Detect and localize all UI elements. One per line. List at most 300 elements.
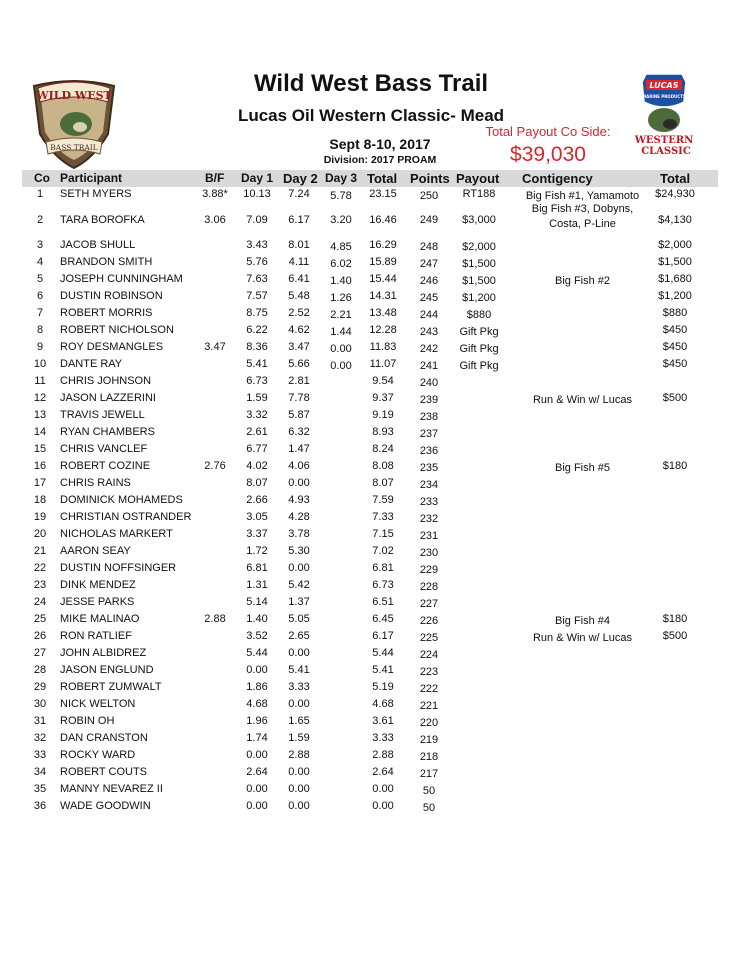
payout-cell: RT188 bbox=[462, 188, 496, 200]
payout-cell: $1,500 bbox=[462, 258, 496, 270]
day1-cell: 1.40 bbox=[246, 613, 268, 625]
table-row bbox=[0, 613, 742, 630]
day2-cell: 0.00 bbox=[288, 477, 310, 489]
day2-cell: 6.32 bbox=[288, 426, 310, 438]
points-cell: 221 bbox=[419, 700, 439, 712]
day3-cell: 6.02 bbox=[330, 258, 352, 270]
participant-name-cell: WADE GOODWIN bbox=[60, 800, 151, 812]
total-weight-cell: 2.88 bbox=[372, 749, 394, 761]
participant-name-cell: DINK MENDEZ bbox=[60, 579, 136, 591]
grand-total-cell: $880 bbox=[662, 307, 688, 319]
day1-cell: 1.72 bbox=[246, 545, 268, 557]
rank-cell: 13 bbox=[33, 409, 47, 421]
table-row bbox=[0, 579, 742, 596]
table-row bbox=[0, 698, 742, 715]
total-weight-cell: 13.48 bbox=[369, 307, 397, 319]
day1-cell: 5.41 bbox=[246, 358, 268, 370]
participant-name-cell: JACOB SHULL bbox=[60, 239, 136, 251]
total-weight-cell: 5.44 bbox=[372, 647, 394, 659]
day3-cell: 1.26 bbox=[330, 292, 352, 304]
day1-cell: 5.76 bbox=[246, 256, 268, 268]
rank-cell: 7 bbox=[36, 307, 44, 319]
column-header-day2: Day 2 bbox=[283, 171, 318, 186]
day1-cell: 0.00 bbox=[246, 783, 268, 795]
points-cell: 222 bbox=[419, 683, 439, 695]
total-weight-cell: 2.64 bbox=[372, 766, 394, 778]
table-row bbox=[0, 647, 742, 664]
points-cell: 229 bbox=[419, 564, 439, 576]
total-weight-cell: 8.08 bbox=[372, 460, 394, 472]
rank-cell: 5 bbox=[36, 273, 44, 285]
day1-cell: 2.64 bbox=[246, 766, 268, 778]
rank-cell: 16 bbox=[33, 460, 47, 472]
column-header-participant: Participant bbox=[60, 171, 123, 185]
participant-name-cell: JASON ENGLUND bbox=[60, 664, 154, 676]
participant-name-cell: CHRIS RAINS bbox=[60, 477, 131, 489]
participant-name-cell: ROBERT ZUMWALT bbox=[60, 681, 162, 693]
contingency-cell: Run & Win w/ Lucas bbox=[532, 394, 633, 406]
points-cell: 247 bbox=[419, 258, 439, 270]
table-row bbox=[0, 375, 742, 392]
total-weight-cell: 7.59 bbox=[372, 494, 394, 506]
participant-name-cell: ROBERT MORRIS bbox=[60, 307, 153, 319]
points-cell: 243 bbox=[419, 326, 439, 338]
column-header-day3: Day 3 bbox=[325, 171, 358, 185]
column-header-points: Points bbox=[410, 171, 450, 186]
table-row bbox=[0, 239, 742, 256]
day1-cell: 3.43 bbox=[246, 239, 268, 251]
day2-cell: 5.42 bbox=[288, 579, 310, 591]
participant-name-cell: CHRISTIAN OSTRANDER bbox=[60, 511, 192, 523]
table-row bbox=[0, 766, 742, 783]
event-date: Sept 8-10, 2017 bbox=[329, 136, 431, 152]
rank-cell: 26 bbox=[33, 630, 47, 642]
rank-cell: 32 bbox=[33, 732, 47, 744]
grand-total-cell: $500 bbox=[662, 630, 688, 642]
rank-cell: 29 bbox=[33, 681, 47, 693]
division-label: Division: 2017 PROAM bbox=[323, 154, 437, 166]
rank-cell: 28 bbox=[33, 664, 47, 676]
points-cell: 218 bbox=[419, 751, 439, 763]
payout-cell: Gift Pkg bbox=[459, 343, 499, 355]
participant-name-cell: TRAVIS JEWELL bbox=[60, 409, 145, 421]
rank-cell: 23 bbox=[33, 579, 47, 591]
participant-name-cell: MIKE MALINAO bbox=[60, 613, 140, 625]
grand-total-cell: $24,930 bbox=[655, 188, 695, 200]
page-title: Wild West Bass Trail bbox=[253, 70, 489, 97]
day1-cell: 1.86 bbox=[246, 681, 268, 693]
day2-cell: 0.00 bbox=[288, 766, 310, 778]
rank-cell: 19 bbox=[33, 511, 47, 523]
rank-cell: 6 bbox=[36, 290, 44, 302]
day2-cell: 0.00 bbox=[288, 800, 310, 812]
total-weight-cell: 15.44 bbox=[369, 273, 397, 285]
table-row bbox=[0, 392, 742, 409]
payout-cell: $3,000 bbox=[462, 214, 496, 226]
participant-name-cell: DANTE RAY bbox=[60, 358, 123, 370]
day1-cell: 5.44 bbox=[246, 647, 268, 659]
rank-cell: 15 bbox=[33, 443, 47, 455]
participant-name-cell: ROBERT COUTS bbox=[60, 766, 147, 778]
points-cell: 232 bbox=[419, 513, 439, 525]
payout-cell: $880 bbox=[466, 309, 492, 321]
points-cell: 217 bbox=[419, 768, 439, 780]
participant-name-cell: JOSEPH CUNNINGHAM bbox=[60, 273, 183, 285]
day3-cell: 5.78 bbox=[330, 190, 352, 202]
points-cell: 223 bbox=[419, 666, 439, 678]
points-cell: 225 bbox=[419, 632, 439, 644]
day1-cell: 8.75 bbox=[246, 307, 268, 319]
svg-text:LUCAS: LUCAS bbox=[649, 81, 679, 90]
participant-name-cell: JOHN ALBIDREZ bbox=[60, 647, 147, 659]
total-payout-label: Total Payout Co Side: bbox=[485, 124, 611, 139]
rank-cell: 8 bbox=[36, 324, 44, 336]
total-weight-cell: 14.31 bbox=[369, 290, 397, 302]
points-cell: 239 bbox=[419, 394, 439, 406]
rank-cell: 17 bbox=[33, 477, 47, 489]
day1-cell: 4.02 bbox=[246, 460, 268, 472]
total-weight-cell: 23.15 bbox=[369, 188, 397, 200]
table-row bbox=[0, 596, 742, 613]
rank-cell: 34 bbox=[33, 766, 47, 778]
day2-cell: 4.11 bbox=[288, 256, 310, 268]
rank-cell: 1 bbox=[36, 188, 44, 200]
participant-name-cell: DUSTIN ROBINSON bbox=[60, 290, 163, 302]
day1-cell: 3.52 bbox=[246, 630, 268, 642]
day2-cell: 3.47 bbox=[288, 341, 310, 353]
points-cell: 230 bbox=[419, 547, 439, 559]
table-row bbox=[0, 511, 742, 528]
points-cell: 233 bbox=[419, 496, 439, 508]
total-weight-cell: 6.17 bbox=[372, 630, 394, 642]
rank-cell: 35 bbox=[33, 783, 47, 795]
day2-cell: 4.06 bbox=[288, 460, 310, 472]
column-header-bf: B/F bbox=[205, 171, 225, 185]
participant-name-cell: ROY DESMANGLES bbox=[60, 341, 164, 353]
total-weight-cell: 7.33 bbox=[372, 511, 394, 523]
points-cell: 224 bbox=[419, 649, 439, 661]
day1-cell: 6.73 bbox=[246, 375, 268, 387]
rank-cell: 30 bbox=[33, 698, 47, 710]
svg-text:CLASSIC: CLASSIC bbox=[641, 146, 691, 157]
points-cell: 238 bbox=[419, 411, 439, 423]
table-row bbox=[0, 545, 742, 562]
table-row bbox=[0, 324, 742, 341]
day2-cell: 0.00 bbox=[288, 562, 310, 574]
rank-cell: 31 bbox=[33, 715, 47, 727]
day1-cell: 2.61 bbox=[246, 426, 268, 438]
payout-cell: Gift Pkg bbox=[459, 360, 499, 372]
points-cell: 50 bbox=[422, 785, 436, 797]
participant-name-cell: CHRIS VANCLEF bbox=[60, 443, 148, 455]
day2-cell: 5.66 bbox=[288, 358, 310, 370]
day2-cell: 0.00 bbox=[288, 647, 310, 659]
day2-cell: 1.47 bbox=[288, 443, 310, 455]
day3-cell: 0.00 bbox=[330, 343, 352, 355]
svg-text:WESTERN: WESTERN bbox=[634, 135, 694, 146]
table-header bbox=[22, 170, 718, 187]
contingency-cell: Run & Win w/ Lucas bbox=[532, 632, 633, 644]
participant-name-cell: DOMINICK MOHAMEDS bbox=[60, 494, 183, 506]
grand-total-cell: $450 bbox=[662, 358, 688, 370]
rank-cell: 25 bbox=[33, 613, 47, 625]
points-cell: 245 bbox=[419, 292, 439, 304]
contingency-cell: Big Fish #3, Dobyns, bbox=[531, 203, 634, 215]
points-cell: 219 bbox=[419, 734, 439, 746]
rank-cell: 24 bbox=[33, 596, 47, 608]
total-weight-cell: 12.28 bbox=[369, 324, 397, 336]
rank-cell: 20 bbox=[33, 528, 47, 540]
day2-cell: 2.81 bbox=[288, 375, 310, 387]
day2-cell: 2.65 bbox=[288, 630, 310, 642]
big-fish-cell: 3.47 bbox=[204, 341, 226, 353]
total-weight-cell: 3.33 bbox=[372, 732, 394, 744]
total-weight-cell: 8.07 bbox=[372, 477, 394, 489]
payout-cell: $1,200 bbox=[462, 292, 496, 304]
table-row bbox=[0, 426, 742, 443]
rank-cell: 9 bbox=[36, 341, 44, 353]
day2-cell: 4.93 bbox=[288, 494, 310, 506]
table-row bbox=[0, 783, 742, 800]
points-cell: 248 bbox=[419, 241, 439, 253]
total-weight-cell: 6.81 bbox=[372, 562, 394, 574]
participant-name-cell: DUSTIN NOFFSINGER bbox=[60, 562, 177, 574]
svg-text:MARINE PRODUCTS: MARINE PRODUCTS bbox=[642, 94, 686, 99]
rank-cell: 10 bbox=[33, 358, 47, 370]
points-cell: 250 bbox=[419, 190, 439, 202]
day3-cell: 3.20 bbox=[330, 214, 352, 226]
total-weight-cell: 6.51 bbox=[372, 596, 394, 608]
day1-cell: 7.09 bbox=[246, 214, 268, 226]
day1-cell: 0.00 bbox=[246, 749, 268, 761]
day1-cell: 10.13 bbox=[243, 188, 271, 200]
points-cell: 244 bbox=[419, 309, 439, 321]
day1-cell: 6.81 bbox=[246, 562, 268, 574]
rank-cell: 18 bbox=[33, 494, 47, 506]
table-row bbox=[0, 460, 742, 477]
day1-cell: 3.37 bbox=[246, 528, 268, 540]
day2-cell: 3.78 bbox=[288, 528, 310, 540]
day1-cell: 7.57 bbox=[246, 290, 268, 302]
total-weight-cell: 6.45 bbox=[372, 613, 394, 625]
grand-total-cell: $450 bbox=[662, 324, 688, 336]
day2-cell: 5.30 bbox=[288, 545, 310, 557]
points-cell: 235 bbox=[419, 462, 439, 474]
day2-cell: 0.00 bbox=[288, 783, 310, 795]
grand-total-cell: $1,200 bbox=[658, 290, 692, 302]
rank-cell: 11 bbox=[34, 375, 46, 387]
total-weight-cell: 9.37 bbox=[372, 392, 394, 404]
participant-name-cell: RYAN CHAMBERS bbox=[60, 426, 155, 438]
day1-cell: 2.66 bbox=[246, 494, 268, 506]
grand-total-cell: $4,130 bbox=[658, 214, 692, 226]
day1-cell: 6.77 bbox=[246, 443, 268, 455]
svg-text:WILD WEST: WILD WEST bbox=[36, 89, 112, 102]
table-row bbox=[0, 273, 742, 290]
day1-cell: 1.59 bbox=[246, 392, 268, 404]
participant-name-cell: ROBERT NICHOLSON bbox=[60, 324, 174, 336]
table-row bbox=[0, 443, 742, 460]
day2-cell: 6.41 bbox=[288, 273, 310, 285]
total-weight-cell: 5.41 bbox=[372, 664, 394, 676]
table-row bbox=[0, 205, 742, 239]
total-weight-cell: 11.83 bbox=[369, 341, 397, 353]
column-header-day1: Day 1 bbox=[241, 171, 274, 185]
table-row bbox=[0, 800, 742, 817]
points-cell: 231 bbox=[419, 530, 439, 542]
total-weight-cell: 9.54 bbox=[372, 375, 394, 387]
day2-cell: 3.33 bbox=[288, 681, 310, 693]
grand-total-cell: $180 bbox=[662, 460, 688, 472]
day3-cell: 2.21 bbox=[330, 309, 352, 321]
points-cell: 226 bbox=[419, 615, 439, 627]
table-row bbox=[0, 732, 742, 749]
column-header-co: Co bbox=[34, 171, 50, 185]
total-weight-cell: 7.02 bbox=[372, 545, 394, 557]
table-row bbox=[0, 494, 742, 511]
big-fish-cell: 3.06 bbox=[204, 214, 226, 226]
big-fish-cell: 3.88* bbox=[202, 188, 228, 200]
total-weight-cell: 5.19 bbox=[372, 681, 394, 693]
big-fish-cell: 2.76 bbox=[204, 460, 226, 472]
participant-name-cell: SETH MYERS bbox=[60, 188, 132, 200]
day2-cell: 2.52 bbox=[288, 307, 310, 319]
day2-cell: 6.17 bbox=[288, 214, 310, 226]
day1-cell: 6.22 bbox=[246, 324, 268, 336]
table-row bbox=[0, 630, 742, 647]
payout-cell: Gift Pkg bbox=[459, 326, 499, 338]
day1-cell: 0.00 bbox=[246, 664, 268, 676]
rank-cell: 21 bbox=[33, 545, 47, 557]
grand-total-cell: $500 bbox=[662, 392, 688, 404]
day2-cell: 4.28 bbox=[288, 511, 310, 523]
points-cell: 220 bbox=[419, 717, 439, 729]
total-payout-value: $39,030 bbox=[510, 143, 586, 166]
points-cell: 234 bbox=[419, 479, 439, 491]
grand-total-cell: $1,500 bbox=[658, 256, 692, 268]
participant-name-cell: DAN CRANSTON bbox=[60, 732, 148, 744]
participant-name-cell: ROBERT COZINE bbox=[60, 460, 151, 472]
svg-text:BASS TRAIL: BASS TRAIL bbox=[50, 143, 98, 152]
total-weight-cell: 4.68 bbox=[372, 698, 394, 710]
day2-cell: 8.01 bbox=[288, 239, 310, 251]
day1-cell: 1.96 bbox=[246, 715, 268, 727]
payout-cell: $2,000 bbox=[462, 241, 496, 253]
table-row bbox=[0, 681, 742, 698]
day2-cell: 7.24 bbox=[288, 188, 310, 200]
day3-cell: 4.85 bbox=[330, 241, 352, 253]
day1-cell: 8.36 bbox=[246, 341, 268, 353]
points-cell: 50 bbox=[422, 802, 436, 814]
total-weight-cell: 15.89 bbox=[369, 256, 397, 268]
column-header-total: Total bbox=[367, 171, 398, 186]
total-weight-cell: 8.24 bbox=[372, 443, 394, 455]
participant-name-cell: ROCKY WARD bbox=[60, 749, 136, 761]
table-row bbox=[0, 664, 742, 681]
day3-cell: 1.44 bbox=[330, 326, 352, 338]
points-cell: 249 bbox=[419, 214, 439, 226]
contingency-cell: Big Fish #1, Yamamoto bbox=[525, 190, 640, 202]
table-row bbox=[0, 477, 742, 494]
table-row bbox=[0, 358, 742, 375]
table-row bbox=[0, 256, 742, 273]
total-weight-cell: 16.29 bbox=[369, 239, 397, 251]
rank-cell: 3 bbox=[36, 239, 44, 251]
contingency-cell: Big Fish #5 bbox=[554, 462, 611, 474]
day2-cell: 1.65 bbox=[288, 715, 310, 727]
points-cell: 240 bbox=[419, 377, 439, 389]
participant-name-cell: AARON SEAY bbox=[60, 545, 131, 557]
contingency-cell-line2: Costa, P-Line bbox=[549, 218, 616, 230]
day1-cell: 1.74 bbox=[246, 732, 268, 744]
participant-name-cell: NICK WELTON bbox=[60, 698, 136, 710]
contingency-cell: Big Fish #4 bbox=[554, 615, 611, 627]
table-row bbox=[0, 290, 742, 307]
column-header-grand-total: Total bbox=[660, 171, 691, 186]
day2-cell: 5.41 bbox=[288, 664, 310, 676]
grand-total-cell: $180 bbox=[662, 613, 688, 625]
day1-cell: 5.14 bbox=[246, 596, 268, 608]
participant-name-cell: TARA BOROFKA bbox=[60, 214, 145, 226]
day1-cell: 1.31 bbox=[246, 579, 268, 591]
day3-cell: 0.00 bbox=[330, 360, 352, 372]
rank-cell: 33 bbox=[33, 749, 47, 761]
rank-cell: 4 bbox=[36, 256, 44, 268]
total-weight-cell: 9.19 bbox=[372, 409, 394, 421]
day2-cell: 1.59 bbox=[288, 732, 310, 744]
grand-total-cell: $450 bbox=[662, 341, 688, 353]
grand-total-cell: $1,680 bbox=[658, 273, 692, 285]
day2-cell: 4.62 bbox=[288, 324, 310, 336]
total-weight-cell: 16.46 bbox=[369, 214, 397, 226]
contingency-cell: Big Fish #2 bbox=[554, 275, 611, 287]
total-weight-cell: 0.00 bbox=[372, 783, 394, 795]
day2-cell: 2.88 bbox=[288, 749, 310, 761]
total-weight-cell: 6.73 bbox=[372, 579, 394, 591]
day2-cell: 1.37 bbox=[288, 596, 310, 608]
rank-cell: 12 bbox=[33, 392, 47, 404]
points-cell: 241 bbox=[419, 360, 439, 372]
participant-name-cell: BRANDON SMITH bbox=[60, 256, 153, 268]
day3-cell: 1.40 bbox=[330, 275, 352, 287]
column-header-contingency: Contigency bbox=[522, 171, 593, 186]
day1-cell: 3.05 bbox=[246, 511, 268, 523]
day1-cell: 4.68 bbox=[246, 698, 268, 710]
points-cell: 228 bbox=[419, 581, 439, 593]
total-weight-cell: 8.93 bbox=[372, 426, 394, 438]
table-row bbox=[0, 409, 742, 426]
participant-name-cell: RON RATLIEF bbox=[60, 630, 132, 642]
grand-total-cell: $2,000 bbox=[658, 239, 692, 251]
column-header-payout: Payout bbox=[456, 171, 500, 186]
participant-name-cell: JASON LAZZERINI bbox=[60, 392, 156, 404]
day2-cell: 0.00 bbox=[288, 698, 310, 710]
big-fish-cell: 2.88 bbox=[204, 613, 226, 625]
day2-cell: 5.87 bbox=[288, 409, 310, 421]
total-weight-cell: 3.61 bbox=[372, 715, 394, 727]
participant-name-cell: MANNY NEVAREZ II bbox=[60, 783, 163, 795]
points-cell: 242 bbox=[419, 343, 439, 355]
day2-cell: 5.48 bbox=[288, 290, 310, 302]
participant-name-cell: ROBIN OH bbox=[60, 715, 115, 727]
total-weight-cell: 0.00 bbox=[372, 800, 394, 812]
rank-cell: 2 bbox=[36, 214, 44, 226]
payout-cell: $1,500 bbox=[462, 275, 496, 287]
participant-name-cell: NICHOLAS MARKERT bbox=[60, 528, 173, 540]
points-cell: 246 bbox=[419, 275, 439, 287]
day2-cell: 5.05 bbox=[288, 613, 310, 625]
points-cell: 236 bbox=[419, 445, 439, 457]
